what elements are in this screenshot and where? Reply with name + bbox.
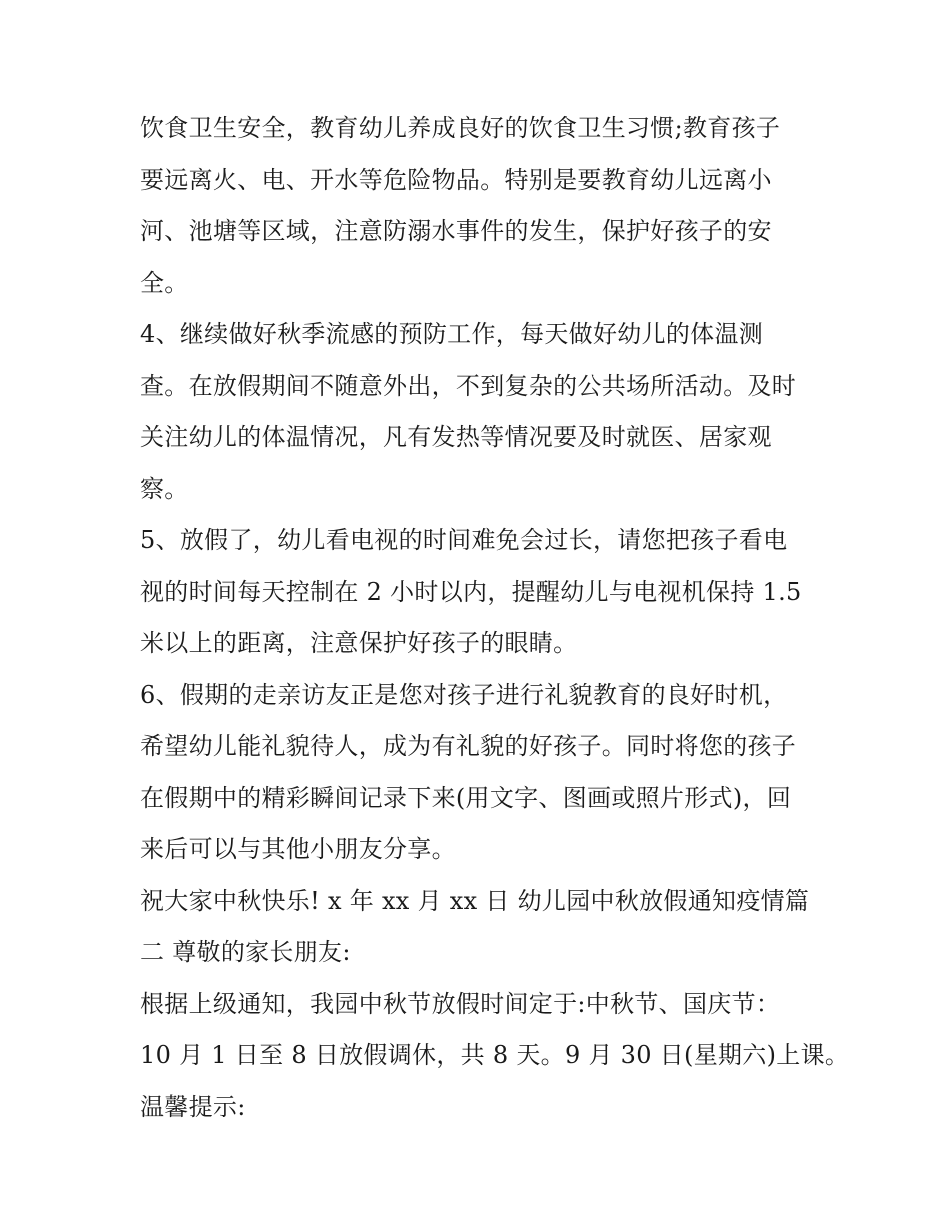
text-line: 根据上级通知，我园中秋节放假时间定于:中秋节、国庆节： bbox=[140, 990, 781, 1018]
text-line: 查。在放假期间不随意外出，不到复杂的公共场所活动。及时 bbox=[140, 372, 797, 400]
text-line: 饮食卫生安全，教育幼儿养成良好的饮食卫生习惯;教育孩子 bbox=[140, 114, 781, 142]
list-item-6: 6、假期的走亲访友正是您对孩子进行礼貌教育的良好时机， bbox=[140, 681, 788, 709]
text-line: 来后可以与其他小朋友分享。 bbox=[140, 835, 456, 863]
text-line: 要远离火、电、开水等危险物品。特别是要教育幼儿远离小 bbox=[140, 166, 772, 194]
text-line: 10 月 1 日至 8 日放假调休，共 8 天。9 月 30 日(星期六)上课。 bbox=[140, 1041, 850, 1069]
section-heading: 温馨提示: bbox=[140, 1093, 246, 1121]
text-line: 察。 bbox=[140, 475, 189, 503]
text-line: 希望幼儿能礼貌待人，成为有礼貌的好孩子。同时将您的孩子 bbox=[140, 732, 797, 760]
text-line: 关注幼儿的体温情况，凡有发热等情况要及时就医、居家观 bbox=[140, 423, 772, 451]
greeting-line: 二 尊敬的家长朋友: bbox=[140, 938, 351, 966]
closing-line: 祝大家中秋快乐! x 年 xx 月 xx 日 幼儿园中秋放假通知疫情篇 bbox=[140, 887, 810, 915]
list-item-5: 5、放假了，幼儿看电视的时间难免会过长，请您把孩子看电 bbox=[140, 526, 788, 554]
text-line: 全。 bbox=[140, 269, 189, 297]
text-line: 河、池塘等区域，注意防溺水事件的发生，保护好孩子的安 bbox=[140, 217, 772, 245]
text-line: 米以上的距离，注意保护好孩子的眼睛。 bbox=[140, 629, 578, 657]
text-line: 视的时间每天控制在 2 小时以内，提醒幼儿与电视机保持 1.5 bbox=[140, 578, 802, 606]
list-item-4: 4、继续做好秋季流感的预防工作，每天做好幼儿的体温测 bbox=[140, 320, 764, 348]
text-line: 在假期中的精彩瞬间记录下来(用文字、图画或照片形式)，回 bbox=[140, 784, 792, 812]
